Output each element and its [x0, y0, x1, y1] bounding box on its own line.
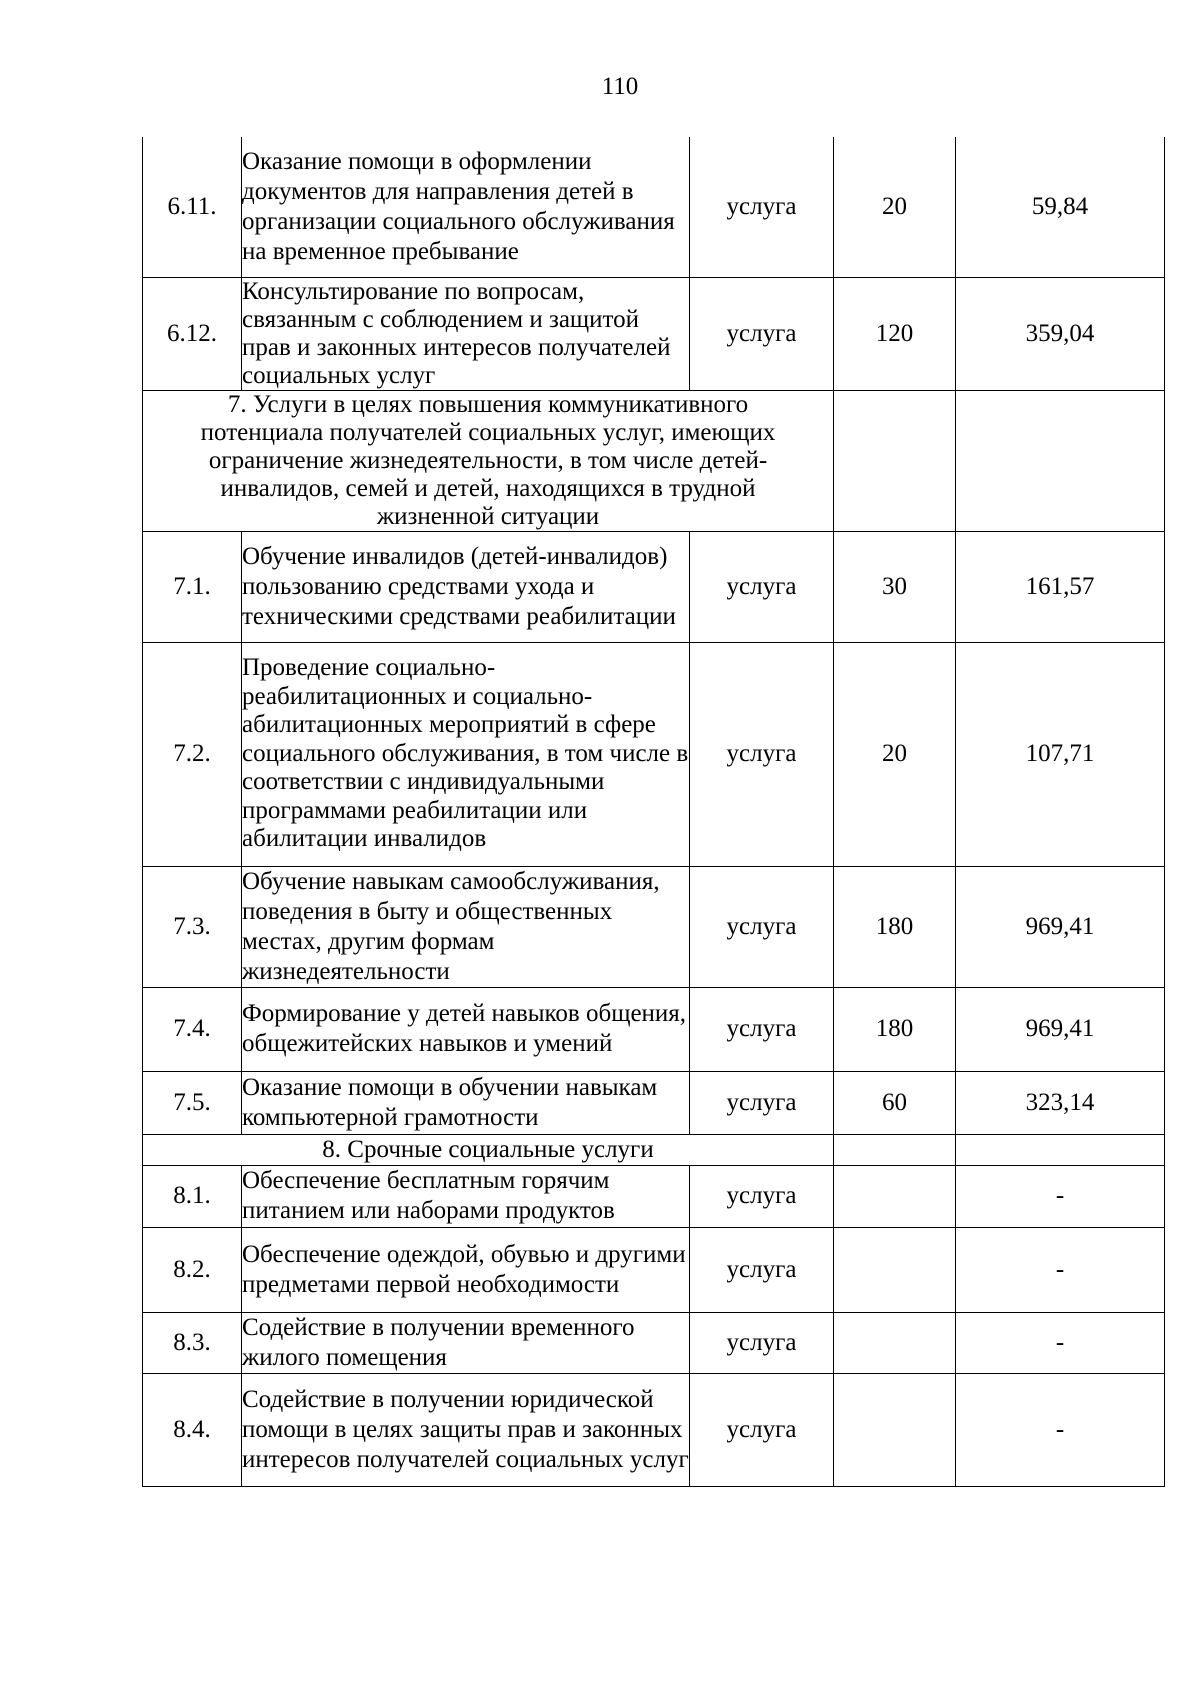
- section-qty-cell: [834, 1134, 956, 1165]
- table-row: [143, 1165, 1165, 1227]
- quantity-cell: 20: [834, 642, 956, 866]
- service-name: Оказание помощи в оформлении документов для направления детей в организации социального обслуживания на временное пребывание: [242, 137, 690, 277]
- price-cell: 969,41: [956, 866, 1165, 987]
- price-cell: -: [956, 1312, 1165, 1373]
- row-number: 8.1.: [143, 1165, 242, 1227]
- table-row: [143, 531, 1165, 642]
- unit-cell: услуга: [690, 531, 834, 642]
- service-name: Содействие в получении юридической помощи в целях защиты прав и законных интересов получателей социальных услуг: [242, 1373, 690, 1486]
- table-row: [143, 137, 1165, 277]
- price-cell: 359,04: [956, 277, 1165, 390]
- unit-cell: услуга: [690, 1312, 834, 1373]
- row-number: 7.1.: [143, 531, 242, 642]
- row-number: 8.4.: [143, 1373, 242, 1486]
- price-cell: 59,84: [956, 137, 1165, 277]
- unit-cell: услуга: [690, 866, 834, 987]
- service-name: Обучение навыкам самообслуживания, поведения в быту и общественных местах, другим формам жизнедеятельности: [242, 866, 690, 987]
- service-name: Обучение инвалидов (детей-инвалидов) пользованию средствами ухода и техническими средствами реабилитации: [242, 531, 690, 642]
- section-row: [143, 1134, 1165, 1165]
- section-price-cell: [956, 390, 1165, 531]
- quantity-cell: 180: [834, 987, 956, 1071]
- price-cell: -: [956, 1165, 1165, 1227]
- unit-cell: услуга: [690, 1071, 834, 1134]
- table-row: [143, 1373, 1165, 1486]
- quantity-cell: 120: [834, 277, 956, 390]
- price-cell: 969,41: [956, 987, 1165, 1071]
- price-cell: -: [956, 1373, 1165, 1486]
- table-row: [143, 277, 1165, 390]
- table-row: [143, 1227, 1165, 1312]
- price-cell: 323,14: [956, 1071, 1165, 1134]
- unit-cell: услуга: [690, 1373, 834, 1486]
- quantity-cell: [834, 1227, 956, 1312]
- section-qty-cell: [834, 390, 956, 531]
- row-number: 7.5.: [143, 1071, 242, 1134]
- row-number: 8.2.: [143, 1227, 242, 1312]
- price-cell: -: [956, 1227, 1165, 1312]
- row-number: 7.2.: [143, 642, 242, 866]
- table-row: [143, 987, 1165, 1071]
- service-name: Обеспечение одеждой, обувью и другими предметами первой необходимости: [242, 1227, 690, 1312]
- table-row: [143, 1312, 1165, 1373]
- price-cell: 107,71: [956, 642, 1165, 866]
- unit-cell: услуга: [690, 987, 834, 1071]
- tariff-table-body: [143, 137, 1165, 1486]
- section-title: 8. Срочные социальные услуги: [143, 1134, 834, 1165]
- unit-cell: услуга: [690, 277, 834, 390]
- tariff-table: [142, 137, 1165, 1487]
- page-number: 110: [601, 73, 639, 100]
- unit-cell: услуга: [690, 137, 834, 277]
- section-row: [143, 390, 1165, 531]
- quantity-cell: [834, 1165, 956, 1227]
- price-cell: 161,57: [956, 531, 1165, 642]
- unit-cell: услуга: [690, 642, 834, 866]
- quantity-cell: 20: [834, 137, 956, 277]
- quantity-cell: [834, 1373, 956, 1486]
- quantity-cell: [834, 1312, 956, 1373]
- unit-cell: услуга: [690, 1227, 834, 1312]
- unit-cell: услуга: [690, 1165, 834, 1227]
- service-name: Консультирование по вопросам, связанным с соблюдением и защитой прав и законных интересов получателей социальных услуг: [242, 277, 690, 390]
- service-name: Оказание помощи в обучении навыкам компьютерной грамотности: [242, 1071, 690, 1134]
- table-row: [143, 642, 1165, 866]
- quantity-cell: 180: [834, 866, 956, 987]
- row-number: 7.3.: [143, 866, 242, 987]
- service-name: Формирование у детей навыков общения, общежитейских навыков и умений: [242, 987, 690, 1071]
- table-row: [143, 866, 1165, 987]
- quantity-cell: 60: [834, 1071, 956, 1134]
- section-title: 7. Услуги в целях повышения коммуникативного потенциала получателей социальных услуг, имеющих ограничение жизнедеятельности, в том числе детей-инвалидов, семей и детей, находящихся в трудной жизненной ситуации: [143, 390, 834, 531]
- row-number: 7.4.: [143, 987, 242, 1071]
- row-number: 6.11.: [143, 137, 242, 277]
- row-number: 6.12.: [143, 277, 242, 390]
- table-row: [143, 1071, 1165, 1134]
- quantity-cell: 30: [834, 531, 956, 642]
- service-name: Обеспечение бесплатным горячим питанием или наборами продуктов: [242, 1165, 690, 1227]
- section-price-cell: [956, 1134, 1165, 1165]
- service-name: Проведение социально-реабилитационных и социально-абилитационных мероприятий в сфере социального обслуживания, в том числе в соответствии с индивидуальными программами реабилитации или абилитации инвалидов: [242, 642, 690, 866]
- row-number: 8.3.: [143, 1312, 242, 1373]
- service-name: Содействие в получении временного жилого помещения: [242, 1312, 690, 1373]
